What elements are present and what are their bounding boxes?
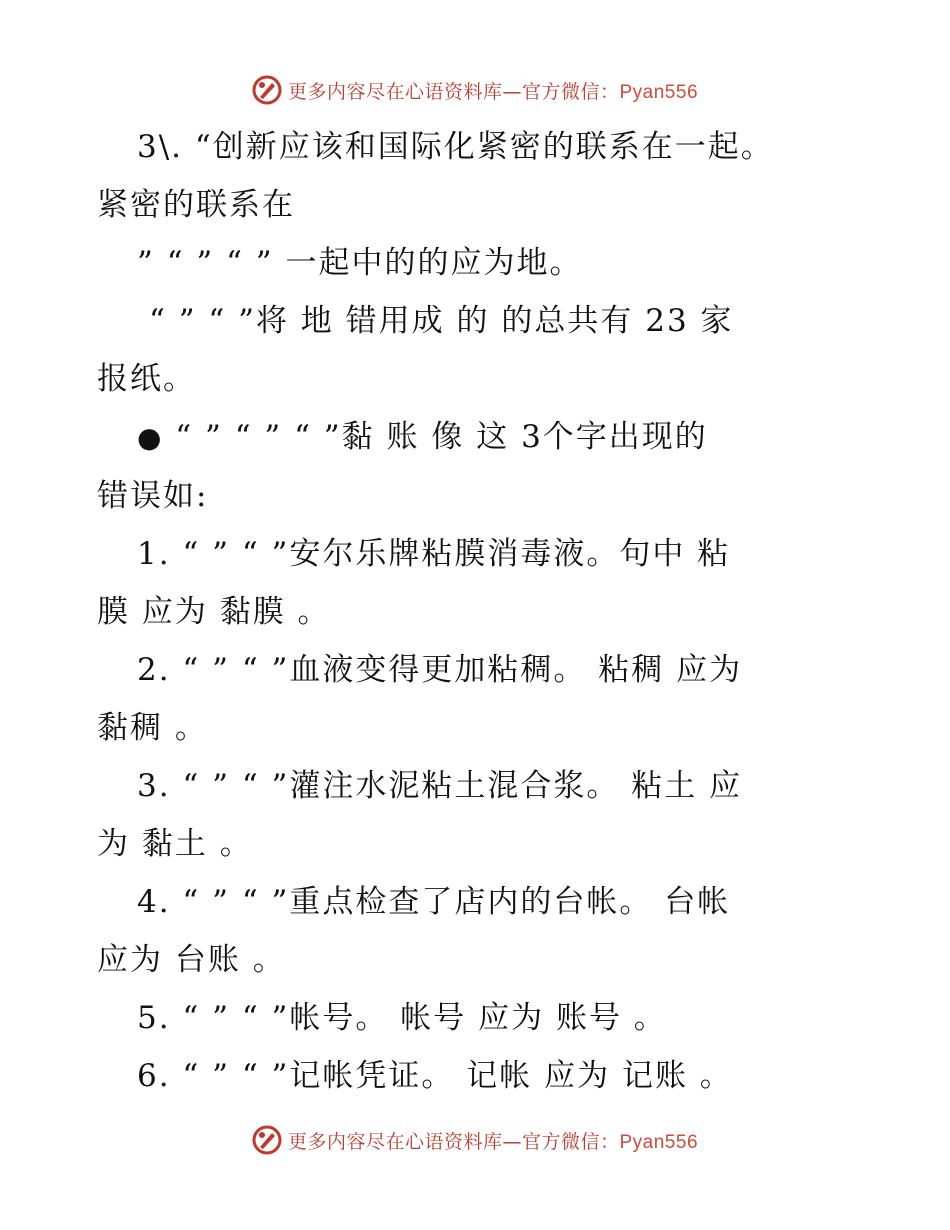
paragraph-line: 紧密的联系在 — [97, 187, 295, 223]
list-item: 4. “ ” “ ”重点检查了店内的台帐。 台帐 — [137, 884, 731, 920]
list-item: 2. “ ” “ ”血液变得更加粘稠。 粘稠 应为 — [137, 652, 743, 688]
bullet-line — [97, 408, 857, 467]
banner-text — [288, 77, 698, 104]
banner-dash: — — [502, 1130, 522, 1153]
banner-wechat-label: 官方微信： — [521, 1130, 620, 1153]
footer-banner — [0, 1120, 950, 1160]
paragraph-line: 3\. “创新应该和国际化紧密的联系在一起。 — [137, 129, 774, 165]
banner-dash: — — [502, 80, 522, 103]
paragraph-line: ” “ ” “ ” 一起中的的应为地。 — [137, 245, 583, 281]
banner-wechat-id: Pyan556 — [619, 1131, 699, 1153]
list-item: 1. “ ” “ ”安尔乐牌粘膜消毒液。句中 粘 — [137, 536, 731, 572]
paragraph-line: 为 黏土 。 — [97, 826, 253, 862]
list-item: 5. “ ” “ ”帐号。 帐号 应为 账号 。 — [137, 1000, 667, 1036]
header-banner — [0, 70, 950, 110]
list-item: 3. “ ” “ ”灌注水泥粘土混合浆。 粘土 应 — [137, 768, 743, 804]
paragraph-line: 报纸。 — [97, 361, 196, 397]
banner-wechat-label: 官方微信： — [521, 80, 620, 103]
paragraph-line: 黏稠 。 — [97, 710, 208, 746]
banner-main: 更多内容尽在心语资料库 — [287, 1130, 503, 1153]
pen-seal-icon — [252, 75, 282, 105]
banner-wechat-id: Pyan556 — [619, 81, 699, 103]
paragraph-line: 错误如: — [97, 478, 209, 514]
banner-text — [288, 1127, 698, 1154]
list-item: 6. “ ” “ ”记帐凭证。 记帐 应为 记账 。 — [137, 1058, 733, 1094]
paragraph-line: 应为 台账 。 — [97, 942, 286, 978]
paragraph-line: “ ” “ ”将 地 错用成 的 的总共有 23 家 — [149, 303, 734, 339]
paragraph-line: 膜 应为 黏膜 。 — [97, 594, 331, 630]
bullet-icon: ● — [137, 421, 164, 454]
banner-main: 更多内容尽在心语资料库 — [287, 80, 503, 103]
pen-seal-icon — [252, 1125, 282, 1155]
bullet-text: “ ” “ ” “ ”黏 账 像 这 3个字出现的 — [175, 419, 708, 455]
document-body — [97, 118, 857, 1105]
